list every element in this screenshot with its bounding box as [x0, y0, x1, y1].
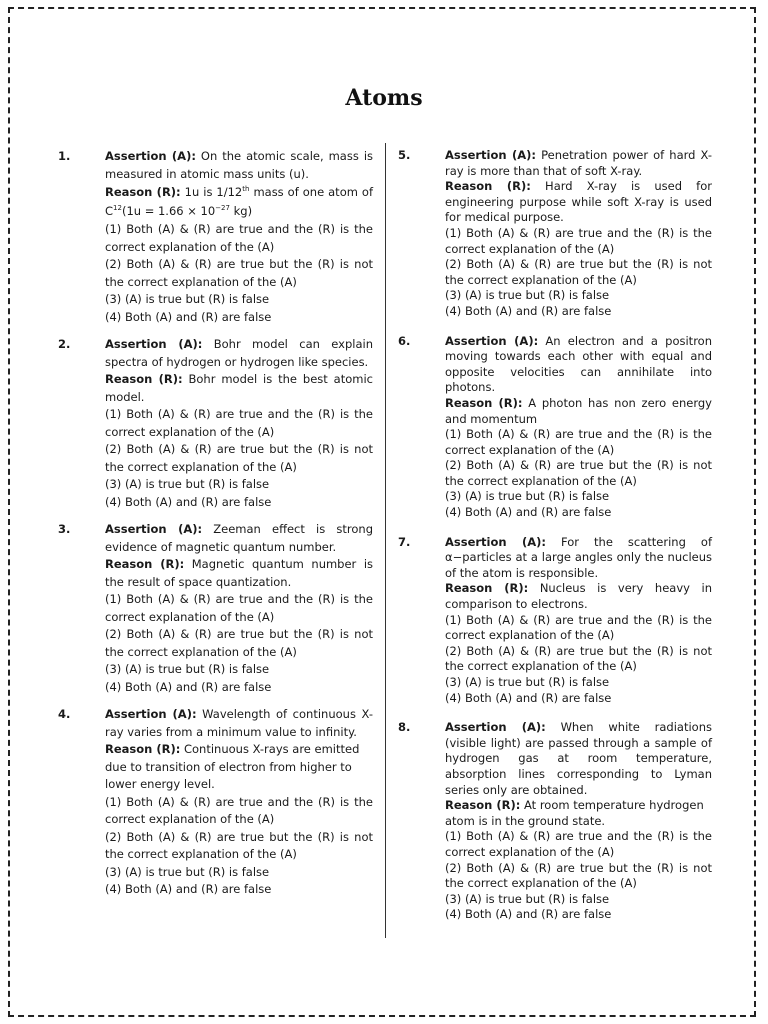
option-4: (4) Both (A) and (R) are false — [105, 882, 272, 896]
option-4: (4) Both (A) and (R) are false — [105, 494, 272, 509]
option-4: (4) Both (A) and (R) are false — [445, 907, 612, 922]
option-2: (2) Both (A) & (R) are true but the (R) is not the correct explanation of the (A) — [105, 829, 373, 861]
reason-label: Reason (R): — [105, 557, 185, 571]
column-divider — [385, 143, 386, 938]
option-2: (2) Both (A) & (R) are true but the (R) is not the correct explanation of the (A) — [105, 627, 373, 659]
assertion-text: For the scattering of α−particles at a large angles only the nucleus of the atom is responsible. — [445, 534, 712, 580]
reason-text-a: 1u is 1/12 — [184, 185, 243, 199]
option-3: (3) (A) is true but (R) is false — [105, 292, 270, 306]
option-1: (1) Both (A) & (R) are true and the (R) is the correct explanation of the (A) — [445, 225, 712, 256]
question-6 — [398, 334, 712, 521]
reason — [445, 179, 712, 226]
option-4: (4) Both (A) and (R) are false — [445, 303, 612, 318]
option-3: (3) (A) is true but (R) is false — [445, 675, 610, 689]
question-number: 8. — [398, 720, 411, 735]
question-5 — [398, 148, 712, 320]
option-2: (2) Both (A) & (R) are true but the (R) is not the correct explanation of the (A) — [445, 257, 712, 287]
option-2: (2) Both (A) & (R) are true but the (R) is not the correct explanation of the (A) — [105, 257, 373, 289]
question-number: 1. — [58, 149, 71, 163]
assertion-label: Assertion (A): — [445, 333, 539, 348]
question-number: 2. — [58, 337, 71, 351]
option-1: (1) Both (A) & (R) are true and the (R) is the correct explanation of the (A) — [445, 427, 712, 457]
assertion-label: Assertion (A): — [445, 148, 537, 162]
option-3: (3) (A) is true but (R) is false — [105, 662, 270, 676]
assertion-text: Zeeman effect is strong evidence of magnetic quantum number. — [105, 522, 373, 554]
reason-text-b: mass of one atom of C — [105, 185, 374, 218]
assertion — [445, 148, 712, 179]
question-2 — [58, 336, 373, 511]
assertion — [445, 334, 712, 396]
question-3 — [58, 521, 373, 696]
assertion — [445, 535, 712, 582]
assertion — [105, 336, 373, 371]
reason-label: Reason (R): — [445, 798, 521, 813]
assertion-label: Assertion (A): — [105, 337, 203, 351]
reason-label: Reason (R): — [445, 395, 523, 410]
option-1: (1) Both (A) & (R) are true and the (R) is the correct explanation of the (A) — [445, 829, 712, 859]
reason-label: Reason (R): — [445, 179, 531, 194]
reason-text: At room temperature hydrogen atom is in the ground state. — [445, 798, 704, 828]
question-1 — [58, 148, 373, 326]
reason — [105, 556, 373, 591]
question-7 — [398, 535, 712, 707]
assertion-label: Assertion (A): — [445, 534, 546, 549]
reason — [105, 371, 373, 406]
option-2: (2) Both (A) & (R) are true but the (R) is not the correct explanation of the (A) — [445, 458, 712, 488]
assertion-text: Wavelength of continuous X-ray varies from a minimum value to infinity. — [105, 707, 373, 739]
assertion-text: Penetration power of hard X-ray is more than that of soft X-ray. — [445, 148, 713, 178]
option-4: (4) Both (A) and (R) are false — [445, 505, 612, 520]
option-3: (3) (A) is true but (R) is false — [105, 864, 270, 879]
assertion — [445, 720, 712, 798]
option-3: (3) (A) is true but (R) is false — [105, 477, 270, 491]
reason-label: Reason (R): — [105, 185, 181, 199]
reason-text-d: kg) — [229, 204, 253, 218]
reason — [105, 183, 373, 221]
question-number: 5. — [398, 148, 411, 162]
reason — [445, 798, 712, 829]
option-4: (4) Both (A) and (R) are false — [105, 679, 272, 694]
assertion-text: On the atomic scale, mass is measured in atomic mass units (u). — [105, 149, 374, 181]
assertion-label: Assertion (A): — [445, 720, 546, 735]
reason — [105, 741, 373, 794]
assertion-label: Assertion (A): — [105, 707, 197, 721]
reason-text: Hard X-ray is used for engineering purpose while soft X-ray is used for medical purpose. — [445, 179, 712, 225]
reason-text: A photon has non zero energy and momentum — [445, 395, 712, 426]
reason-label: Reason (R): — [445, 581, 529, 596]
assertion — [105, 706, 373, 741]
question-number: 7. — [398, 534, 411, 549]
question-8 — [398, 720, 712, 923]
reason-sup-12: 12 — [113, 204, 122, 212]
option-3: (3) (A) is true but (R) is false — [445, 288, 610, 303]
option-1: (1) Both (A) & (R) are true and the (R) is the correct explanation of the (A) — [105, 222, 373, 254]
question-number: 3. — [58, 522, 71, 536]
assertion — [105, 148, 373, 183]
assertion-text: An electron and a positron moving towards each other with equal and opposite velocities can annihilate into photons. — [445, 333, 712, 395]
assertion-label: Assertion (A): — [105, 522, 203, 536]
option-1: (1) Both (A) & (R) are true and the (R) is the correct explanation of the (A) — [105, 794, 373, 826]
right-column — [398, 148, 712, 923]
option-4: (4) Both (A) and (R) are false — [445, 690, 612, 705]
option-4: (4) Both (A) and (R) are false — [105, 309, 272, 324]
option-2: (2) Both (A) & (R) are true but the (R) is not the correct explanation of the (A) — [105, 442, 373, 474]
assertion-label: Assertion (A): — [105, 149, 196, 163]
page-title: Atoms — [345, 84, 423, 111]
option-2: (2) Both (A) & (R) are true but the (R) is not the correct explanation of the (A) — [445, 643, 712, 674]
option-3: (3) (A) is true but (R) is false — [445, 891, 610, 906]
question-4 — [58, 706, 373, 899]
reason-text-c: (1u = 1.66 × 10 — [121, 204, 216, 218]
assertion — [105, 521, 373, 556]
reason-text: Nucleus is very heavy in comparison to electrons. — [445, 581, 712, 612]
reason — [445, 396, 712, 427]
option-1: (1) Both (A) & (R) are true and the (R) is the correct explanation of the (A) — [445, 612, 712, 643]
option-1: (1) Both (A) & (R) are true and the (R) is the correct explanation of the (A) — [105, 407, 373, 439]
question-number: 4. — [58, 707, 71, 721]
reason-sup-exp: −27 — [215, 204, 230, 212]
reason-text: Continuous X-rays are emitted due to transition of electron from higher to lower energy level. — [105, 742, 360, 791]
question-number: 6. — [398, 333, 411, 348]
option-3: (3) (A) is true but (R) is false — [445, 489, 610, 504]
reason — [445, 581, 712, 612]
reason-text: Bohr model is the best atomic model. — [105, 372, 373, 404]
reason-text: Magnetic quantum number is the result of space quantization. — [105, 557, 374, 589]
left-column — [58, 148, 373, 899]
assertion-text: Bohr model can explain spectra of hydrogen or hydrogen like species. — [105, 337, 373, 369]
option-1: (1) Both (A) & (R) are true and the (R) is the correct explanation of the (A) — [105, 592, 373, 624]
option-2: (2) Both (A) & (R) are true but the (R) is not the correct explanation of the (A) — [445, 860, 712, 891]
reason-sup-th: th — [242, 185, 250, 193]
reason-label: Reason (R): — [105, 742, 181, 756]
reason-label: Reason (R): — [105, 372, 183, 386]
assertion-text: When white radiations (visible light) are passed through a sample of hydrogen gas at room temperature, absorption lines corresponding to Lyman series only are obtained. — [445, 720, 712, 797]
